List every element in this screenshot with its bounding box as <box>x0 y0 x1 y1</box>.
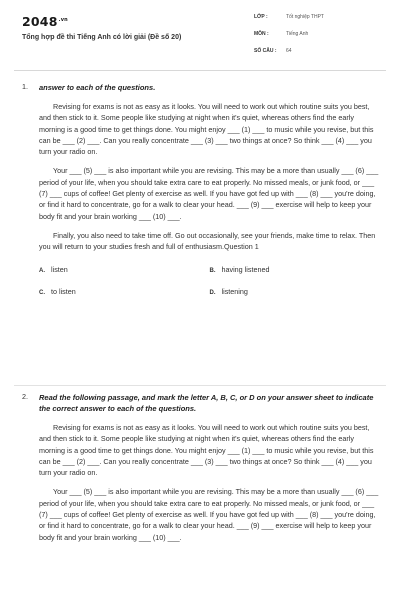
option-text: having listened <box>221 264 270 274</box>
passage-paragraph: Revising for exams is not as easy as it looks. You will need to work out which routine suits you best, and then stick to it. Some people like studying at night when it's quiet, whereas others find the early morning is a good time to get things done. You might enjoy ___ (1) ___ to music while you revise, but this can be ___ (2) ___. Can you really concentrate ___ (3) ___ two things at once? So think ___ (4) ___ you turn your radio on. <box>39 102 374 157</box>
answer-options <box>39 265 380 309</box>
option-label: D. <box>209 289 216 296</box>
option-a[interactable] <box>39 265 210 287</box>
document-header <box>0 0 400 74</box>
meta-row-grade <box>254 14 324 31</box>
header-divider <box>14 70 386 71</box>
meta-value: 64 <box>286 48 292 54</box>
option-b[interactable] <box>210 265 381 287</box>
question-heading: answer to each of the questions. <box>39 83 156 92</box>
meta-row-subject <box>254 31 324 48</box>
option-label: A. <box>39 267 45 274</box>
option-c[interactable] <box>39 287 210 309</box>
document-title: Tổng hợp đề thi Tiếng Anh có lời giải (Đề số 20) <box>22 34 182 41</box>
meta-key: MÔN : <box>254 31 269 37</box>
option-row <box>39 287 380 309</box>
option-d[interactable] <box>210 287 381 309</box>
passage-paragraph: Revising for exams is not as easy as it looks. You will need to work out which routine suits you best, and then stick to it. Some people like studying at night when it's quiet, whereas others find the early morning is a good time to get things done. You might enjoy ___ (1) ___ to music while you revise, but this can be ___ (2) ___. Can you really concentrate ___ (3) ___ two things at once? So think ___ (4) ___ you turn your radio on. <box>39 423 374 478</box>
option-row <box>39 265 380 287</box>
option-text: to listen <box>51 286 76 296</box>
logo-main: 2048 <box>22 14 58 29</box>
question-number: 2. <box>22 392 28 401</box>
meta-key: LỚP : <box>254 14 268 20</box>
option-text: listen <box>51 264 68 274</box>
question-heading: Read the following passage, and mark the letter A, B, C, or D on your answer sheet to indicate the correct answer to each of the questions. <box>39 393 374 413</box>
site-logo[interactable] <box>22 14 68 29</box>
option-label: C. <box>39 289 45 296</box>
question-separator <box>14 385 386 386</box>
meta-value: Tiếng Anh <box>286 31 309 37</box>
meta-key: SỐ CÂU : <box>254 48 277 54</box>
meta-value: Tốt nghiệp THPT <box>286 14 324 20</box>
passage-paragraph: Finally, you also need to take time off. Go out occasionally, see your friends, make time to relax. Then you will return to your studies fresh and full of enthusiasm.Question 1 <box>39 230 376 252</box>
option-label: B. <box>209 267 216 274</box>
option-text: listening <box>221 286 248 296</box>
passage-paragraph: Your ___ (5) ___ is also important while you are revising. This may be a more than usually ___ (6) ___ period of your life, when you should take extra care to eat properly. No missed meals, or junk food, or ___ (7) ___ cups of coffee! Get plenty of exercise as well. If you have got fed up with ___ (8) ___ you're doing, or find it hard to concentrate, go for a walk to clear your head. ___ (9) ___ exercise will help to keep your body fit and your brain working ___ (10) ___. <box>39 166 379 221</box>
question-number: 1. <box>22 82 28 91</box>
question-1 <box>22 82 380 309</box>
logo-sub: .vn <box>58 16 68 23</box>
question-2 <box>22 392 380 543</box>
meta-row-count <box>254 48 324 65</box>
document-meta <box>254 14 324 65</box>
passage-paragraph: Your ___ (5) ___ is also important while you are revising. This may be a more than usually ___ (6) ___ period of your life, when you should take extra care to eat properly. No missed meals, or junk food, or ___ (7) ___ cups of coffee! Get plenty of exercise as well. If you have got fed up with ___ (8) ___ you're doing, or find it hard to concentrate, go for a walk to clear your head. ___ (9) ___ exercise will help to keep your body fit and your brain working ___ (10) ___. <box>39 487 379 542</box>
